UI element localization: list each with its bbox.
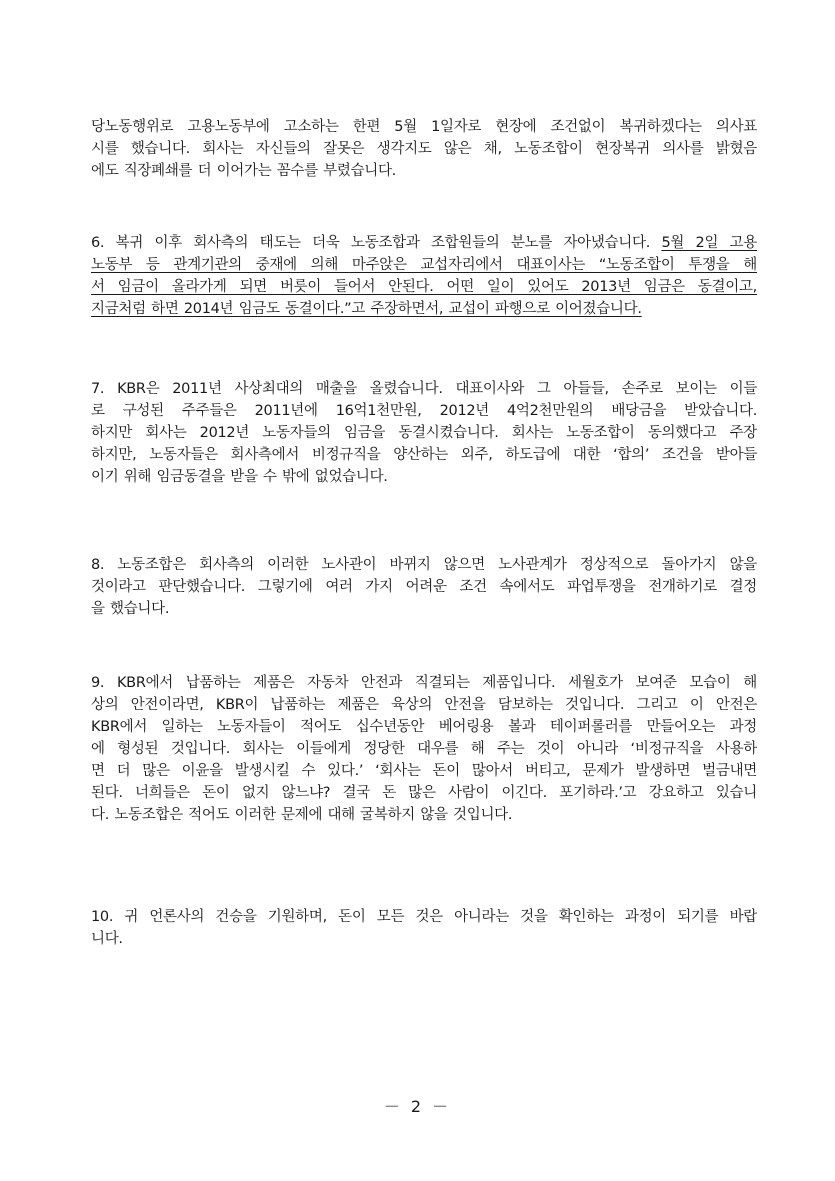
text-line: 하지만, 노동자들은 회사측에서 비정규직을 양산하는 외주, 하도급에 대한 ‘합의’ 조건을 받아들 [91, 447, 757, 463]
text-line: 니다. [91, 931, 123, 947]
text-line: KBR에서 일하는 노동자들이 적어도 십수년동안 베어링용 볼과 테이퍼롤러를 만들어오는 과정 [91, 719, 757, 735]
text-line: 9. KBR에서 납품하는 제품은 자동차 안전과 직결되는 제품입니다. 세월호가 보여준 모습이 해 [91, 675, 757, 691]
text-line: 것이라고 판단했습니다. 그렇기에 여러 가지 어려운 조건 속에서도 파업투쟁을 전개하기로 결정 [91, 579, 757, 595]
underlined-line: 지금처럼 하면 2014년 임금도 동결이다.”고 주장하면서, 교섭이 파행으로 이어졌습니다. [91, 301, 642, 317]
text-line: 당노동행위로 고용노동부에 고소하는 한편 5월 1일자로 현장에 조건없이 복귀하겠다는 의사표 [91, 119, 757, 135]
paragraph-10 [91, 906, 757, 950]
text-line: 에도 직장폐쇄를 더 이어가는 꼼수를 부렸습니다. [91, 163, 396, 179]
text-line: 7. KBR은 2011년 사상최대의 매출을 올렸습니다. 대표이사와 그 아들들, 손주로 보이는 이들 [91, 381, 757, 397]
text-line: 이기 위해 임금동결을 받을 수 밖에 없었습니다. [91, 469, 388, 485]
text-line: 에 형성된 것입니다. 회사는 이들에게 정당한 대우를 해 주는 것이 아니라 ‘비정규직을 사용하 [91, 741, 757, 757]
text-line: 10. 귀 언론사의 건승을 기원하며, 돈이 모든 것은 아니라는 것을 확인하는 과정이 되기를 바랍 [91, 909, 757, 925]
text-line: 하지만 회사는 2012년 노동자들의 임금을 동결시켰습니다. 회사는 노동조합이 동의했다고 주장 [91, 425, 757, 441]
text-line: 을 했습니다. [91, 601, 170, 617]
text-segment: 6. 복귀 이후 회사측의 태도는 더욱 노동조합과 조합원들의 분노를 자아냈습니다. [91, 235, 662, 251]
text-line [91, 232, 757, 254]
text-line: 시를 했습니다. 회사는 자신들의 잘못은 생각지도 않은 채, 노동조합이 현장복귀 의사를 밝혔음 [91, 141, 757, 157]
paragraph-9 [91, 672, 757, 826]
page-number: － 2 － [383, 1097, 452, 1116]
text-line: 상의 안전이라면, KBR이 납품하는 제품은 육상의 안전을 담보하는 것입니다. 그리고 이 안전은 [91, 697, 757, 713]
paragraph-continuation [91, 116, 757, 182]
text-line: 다. 노동조합은 적어도 이러한 문제에 대해 굴복하지 않을 것입니다. [91, 807, 513, 823]
paragraph-6 [91, 232, 757, 320]
paragraph-8 [91, 554, 757, 620]
paragraph-7 [91, 378, 757, 488]
text-line: 된다. 너희들은 돈이 없지 않느냐? 결국 돈 많은 사람이 이긴다. 포기하라.’고 강요하고 있습니 [91, 785, 757, 801]
text-line: 8. 노동조합은 회사측의 이러한 노사관이 바뀌지 않으면 노사관계가 정상적으로 돌아가지 않을 [91, 557, 757, 573]
underlined-text: 5월 2일 고용 [661, 235, 757, 251]
underlined-line: 서 임금이 올라가게 되면 버릇이 들어서 안된다. 어떤 일이 있어도 2013년 임금은 동결이고, [91, 279, 757, 295]
underlined-line: 노동부 등 관계기관의 중재에 의해 마주앉은 교섭자리에서 대표이사는 “노동조합이 투쟁을 해 [91, 257, 757, 273]
text-line: 로 구성된 주주들은 2011년에 16억1천만원, 2012년 4억2천만원의 배당금을 받았습니다. [91, 403, 757, 419]
text-line: 면 더 많은 이윤을 발생시킬 수 있다.’ ‘회사는 돈이 많아서 버티고, 문제가 발생하면 벌금내면 [91, 763, 757, 779]
